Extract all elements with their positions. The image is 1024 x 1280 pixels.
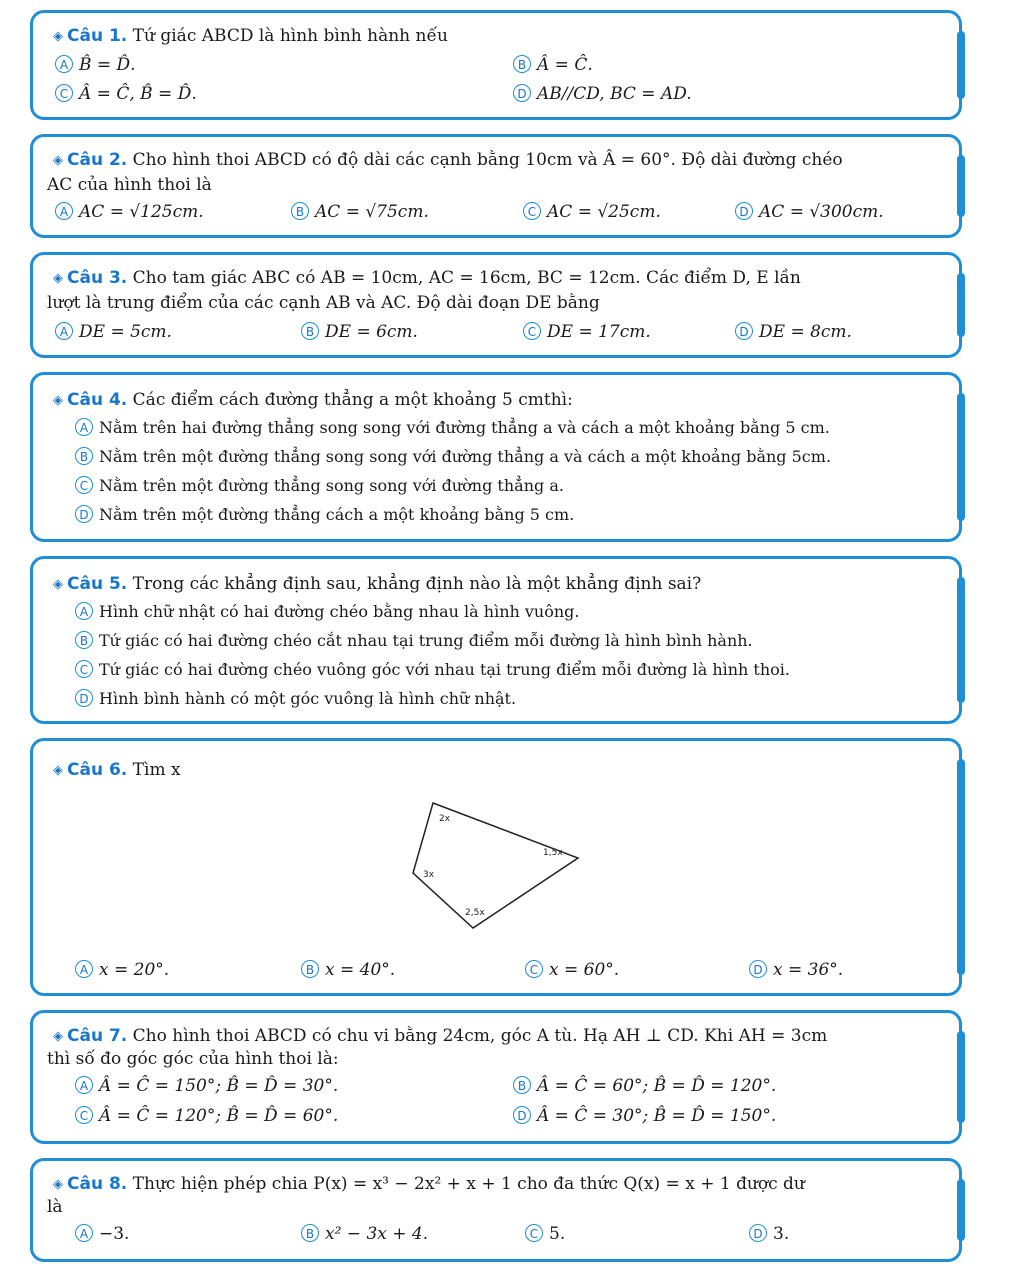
option-text: Â = Ĉ = 120°; B̂ = D̂ = 60°.	[99, 1106, 339, 1126]
question-text: Cho tam giác ABC có AB = 10cm, AC = 16cm, BC = 12cm. Các điểm D, E lần	[132, 268, 801, 288]
option-d[interactable]	[75, 504, 574, 526]
option-letter: D	[749, 960, 767, 978]
option-a[interactable]	[75, 1223, 129, 1245]
option-b[interactable]	[75, 446, 831, 468]
option-letter: B	[513, 55, 531, 73]
angle-label-bottom: 2,5x	[465, 908, 485, 918]
option-letter: B	[301, 1224, 319, 1242]
option-text: DE = 17cm.	[547, 322, 651, 342]
question-card-8	[30, 1158, 962, 1262]
question-title: Câu 8.	[67, 1174, 128, 1194]
option-letter: B	[513, 1076, 531, 1094]
option-text: AB//CD, BC = AD.	[537, 84, 692, 104]
option-letter: C	[75, 1106, 93, 1124]
angle-label-top: 2x	[439, 814, 451, 824]
diamond-icon: ◈	[53, 1029, 63, 1044]
question-header	[53, 1025, 827, 1048]
option-c[interactable]	[75, 1105, 338, 1127]
option-c[interactable]	[525, 959, 619, 981]
question-text: Tìm x	[132, 760, 181, 780]
question-title: Câu 4.	[67, 390, 128, 410]
option-text: x = 40°.	[325, 960, 396, 980]
option-d[interactable]	[513, 83, 692, 105]
question-title: Câu 3.	[67, 268, 128, 288]
option-letter: C	[525, 960, 543, 978]
option-d[interactable]	[513, 1105, 776, 1127]
option-text: AC = √75cm.	[315, 202, 429, 222]
option-text: DE = 5cm.	[79, 322, 172, 342]
option-text: 3.	[773, 1224, 790, 1244]
card-tab	[957, 31, 965, 99]
question-header	[53, 25, 448, 48]
diamond-icon: ◈	[53, 393, 63, 408]
diamond-icon: ◈	[53, 1177, 63, 1192]
question-text: Tứ giác ABCD là hình bình hành nếu	[132, 26, 448, 46]
option-letter: B	[291, 202, 309, 220]
option-b[interactable]	[301, 1223, 428, 1245]
option-letter: A	[55, 202, 73, 220]
option-text: Nằm trên một đường thẳng cách a một khoảng bằng 5 cm.	[99, 505, 575, 524]
option-d[interactable]	[749, 959, 843, 981]
option-letter: C	[75, 476, 93, 494]
option-letter: D	[75, 505, 93, 523]
question-card-7	[30, 1010, 962, 1144]
option-c[interactable]	[75, 659, 790, 681]
option-letter: D	[735, 322, 753, 340]
option-text: AC = √300cm.	[759, 202, 884, 222]
option-text: AC = √25cm.	[547, 202, 661, 222]
question-text-continued: thì số đo góc góc của hình thoi là:	[47, 1049, 339, 1069]
option-c[interactable]	[75, 475, 564, 497]
option-c[interactable]	[523, 201, 661, 223]
option-text: Tứ giác có hai đường chéo cắt nhau tại trung điểm mỗi đường là hình bình hành.	[99, 631, 753, 650]
option-letter: A	[55, 55, 73, 73]
option-letter: C	[75, 660, 93, 678]
question-text: Cho hình thoi ABCD có độ dài các cạnh bằng 10cm và Â = 60°. Độ dài đường chéo	[132, 150, 843, 170]
option-text: Nằm trên hai đường thẳng song song với đường thẳng a và cách a một khoảng bằng 5 cm.	[99, 418, 830, 437]
option-text: −3.	[99, 1224, 130, 1244]
option-text: x = 60°.	[549, 960, 620, 980]
question-text: Cho hình thoi ABCD có chu vi bằng 24cm, góc A tù. Hạ AH ⊥ CD. Khi AH = 3cm	[132, 1026, 828, 1046]
option-b[interactable]	[513, 1075, 776, 1097]
option-letter: A	[75, 1076, 93, 1094]
option-text: DE = 6cm.	[325, 322, 418, 342]
option-text: DE = 8cm.	[759, 322, 852, 342]
angle-label-left: 3x	[423, 870, 435, 880]
option-d[interactable]	[75, 688, 516, 710]
option-text: Hình chữ nhật có hai đường chéo bằng nhau là hình vuông.	[99, 602, 580, 621]
option-letter: B	[301, 322, 319, 340]
card-tab	[957, 759, 965, 975]
option-letter: D	[513, 1106, 531, 1124]
question-card-6	[30, 738, 962, 996]
option-letter: D	[749, 1224, 767, 1242]
quadrilateral-shape	[413, 803, 578, 928]
option-text: Â = Ĉ, B̂ = D̂.	[79, 84, 197, 104]
question-card-2	[30, 134, 962, 238]
card-tab	[957, 577, 965, 703]
question-header	[53, 389, 573, 412]
option-letter: D	[75, 689, 93, 707]
option-text: Â = Ĉ = 30°; B̂ = D̂ = 150°.	[537, 1106, 777, 1126]
question-text-continued: là	[47, 1197, 63, 1217]
option-a[interactable]	[55, 201, 204, 223]
option-letter: A	[75, 1224, 93, 1242]
option-text: Â = Ĉ = 150°; B̂ = D̂ = 30°.	[99, 1076, 339, 1096]
diamond-icon: ◈	[53, 763, 63, 778]
option-text: Hình bình hành có một góc vuông là hình chữ nhật.	[99, 689, 517, 708]
option-text: Nằm trên một đường thẳng song song với đường thẳng a.	[99, 476, 564, 495]
option-letter: D	[513, 84, 531, 102]
question-title: Câu 1.	[67, 26, 128, 46]
option-a[interactable]	[75, 417, 830, 439]
option-b[interactable]	[301, 959, 395, 981]
option-d[interactable]	[735, 321, 852, 343]
diamond-icon: ◈	[53, 577, 63, 592]
option-text: x = 20°.	[99, 960, 170, 980]
option-d[interactable]	[749, 1223, 789, 1245]
question-text: Trong các khẳng định sau, khẳng định nào là một khẳng định sai?	[132, 574, 702, 594]
option-text: 5.	[549, 1224, 566, 1244]
option-letter: C	[525, 1224, 543, 1242]
question-header	[53, 267, 801, 290]
question-text-continued: AC của hình thoi là	[47, 175, 212, 195]
question-header	[53, 573, 701, 596]
option-text: x = 36°.	[773, 960, 844, 980]
question-title: Câu 5.	[67, 574, 128, 594]
question-header	[53, 759, 181, 782]
angle-label-right: 1,5x	[543, 848, 563, 858]
diamond-icon: ◈	[53, 29, 63, 44]
option-text: x² − 3x + 4.	[325, 1224, 429, 1244]
card-tab	[957, 1179, 965, 1241]
option-letter: C	[523, 322, 541, 340]
question-card-1	[30, 10, 962, 120]
option-a[interactable]	[55, 321, 172, 343]
option-c[interactable]	[55, 83, 197, 105]
option-letter: C	[55, 84, 73, 102]
option-text: B̂ = D̂.	[79, 55, 136, 75]
option-b[interactable]	[291, 201, 429, 223]
quadrilateral-figure	[403, 793, 623, 933]
diamond-icon: ◈	[53, 153, 63, 168]
option-letter: C	[523, 202, 541, 220]
question-card-3	[30, 252, 962, 358]
option-text: Nằm trên một đường thẳng song song với đường thẳng a và cách a một khoảng bằng 5cm.	[99, 447, 832, 466]
question-text: Các điểm cách đường thẳng a một khoảng 5 cmthì:	[132, 390, 573, 410]
option-b[interactable]	[301, 321, 418, 343]
option-text: Â = Ĉ = 60°; B̂ = D̂ = 120°.	[537, 1076, 777, 1096]
option-letter: A	[55, 322, 73, 340]
question-title: Câu 7.	[67, 1026, 128, 1046]
question-header	[53, 149, 843, 172]
option-text: AC = √125cm.	[79, 202, 204, 222]
card-tab	[957, 393, 965, 521]
question-text: Thực hiện phép chia P(x) = x³ − 2x² + x + 1 cho đa thức Q(x) = x + 1 được dư	[132, 1174, 805, 1194]
option-a[interactable]	[75, 601, 580, 623]
option-text: Â = Ĉ.	[537, 55, 593, 75]
option-d[interactable]	[735, 201, 884, 223]
option-a[interactable]	[75, 959, 169, 981]
option-letter: D	[735, 202, 753, 220]
card-tab	[957, 273, 965, 337]
option-b[interactable]	[75, 630, 753, 652]
question-card-4	[30, 372, 962, 542]
question-title: Câu 2.	[67, 150, 128, 170]
option-c[interactable]	[525, 1223, 565, 1245]
option-letter: B	[301, 960, 319, 978]
option-letter: A	[75, 602, 93, 620]
question-card-5	[30, 556, 962, 724]
option-letter: A	[75, 418, 93, 436]
option-letter: B	[75, 447, 93, 465]
option-a[interactable]	[75, 1075, 338, 1097]
option-a[interactable]	[55, 54, 136, 76]
option-b[interactable]	[513, 54, 593, 76]
option-letter: A	[75, 960, 93, 978]
card-tab	[957, 155, 965, 217]
option-text: Tứ giác có hai đường chéo vuông góc với nhau tại trung điểm mỗi đường là hình thoi.	[99, 660, 790, 679]
question-title: Câu 6.	[67, 760, 128, 780]
question-text-continued: lượt là trung điểm của các cạnh AB và AC. Độ dài đoạn DE bằng	[47, 293, 600, 313]
card-tab	[957, 1031, 965, 1123]
diamond-icon: ◈	[53, 271, 63, 286]
question-header	[53, 1173, 805, 1196]
option-c[interactable]	[523, 321, 651, 343]
option-letter: B	[75, 631, 93, 649]
